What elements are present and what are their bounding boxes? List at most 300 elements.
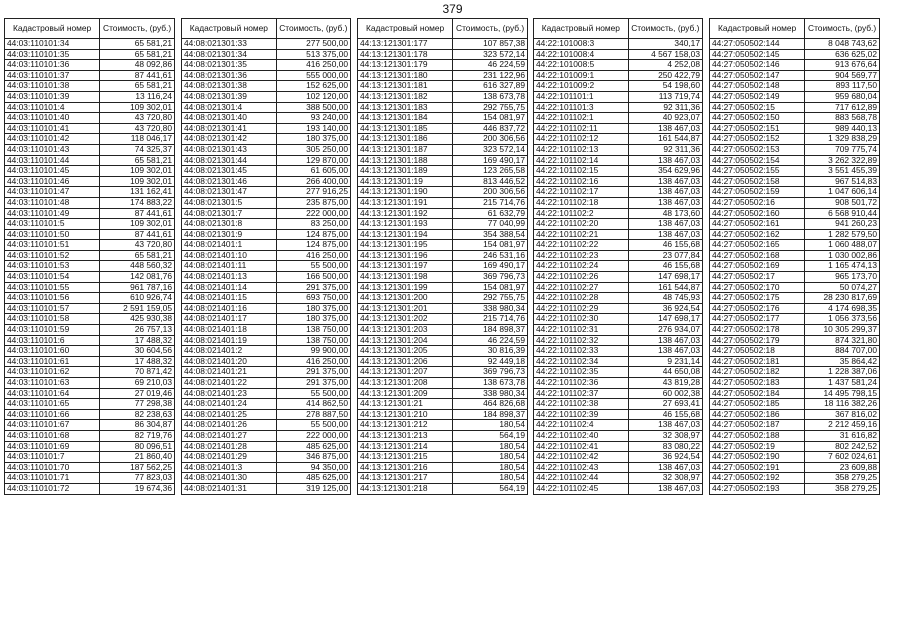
cost-cell: 222 000,00 — [276, 430, 350, 441]
table-row — [5, 208, 175, 219]
cadastral-number-cell: 44:13:121301:198 — [358, 272, 453, 283]
cadastral-number-cell: 44:13:121301:202 — [358, 314, 453, 325]
cost-cell: 709 775,74 — [805, 144, 880, 155]
table-row — [5, 134, 175, 145]
table-row — [182, 462, 351, 473]
table-row — [182, 187, 351, 198]
cadastral-number-cell: 44:22:101102:30 — [534, 314, 629, 325]
cadastral-number-cell: 44:08:021401:30 — [182, 473, 277, 484]
cost-cell: 513 375,00 — [276, 49, 350, 60]
table-row — [5, 430, 175, 441]
cadastral-number-cell: 44:08:021301:34 — [182, 49, 277, 60]
cost-cell: 154 081,97 — [453, 240, 528, 251]
cost-cell: 180,54 — [453, 452, 528, 463]
cost-cell: 200 306,56 — [453, 187, 528, 198]
cadastral-number-cell: 44:03:110101:65 — [5, 399, 100, 410]
cadastral-number-cell: 44:08:021301:42 — [182, 134, 277, 145]
cadastral-number-cell: 44:27:050502:184 — [710, 388, 805, 399]
table-row — [5, 81, 175, 92]
table-row — [182, 70, 351, 81]
table-row — [710, 60, 880, 71]
table-row — [182, 430, 351, 441]
cadastral-number-cell: 44:03:110101:55 — [5, 282, 100, 293]
cost-cell: 193 140,00 — [276, 123, 350, 134]
cost-cell: 448 560,32 — [100, 261, 175, 272]
cost-cell: 21 860,40 — [100, 452, 175, 463]
cost-cell: 180,54 — [453, 462, 528, 473]
cost-cell: 1 228 387,06 — [805, 367, 880, 378]
table-row — [182, 378, 351, 389]
cadastral-number-cell: 44:08:021401:29 — [182, 452, 277, 463]
cost-cell: 485 625,00 — [276, 473, 350, 484]
table-row — [358, 430, 528, 441]
cadastral-number-cell: 44:13:121301:216 — [358, 462, 453, 473]
table-row — [710, 229, 880, 240]
cadastral-number-cell: 44:27:050502:193 — [710, 483, 805, 494]
table-row — [358, 399, 528, 410]
cost-cell: 802 242,52 — [805, 441, 880, 452]
cadastral-number-cell: 44:13:121301:193 — [358, 219, 453, 230]
table-row — [5, 346, 175, 357]
cadastral-number-cell: 44:13:121301:208 — [358, 378, 453, 389]
cadastral-number-cell: 44:13:121301:210 — [358, 409, 453, 420]
cost-cell: 61 605,00 — [276, 166, 350, 177]
cost-cell: 65 581,21 — [100, 81, 175, 92]
cadastral-number-cell: 44:27:050502:177 — [710, 314, 805, 325]
cost-cell: 107 857,38 — [453, 39, 528, 50]
table-row — [182, 144, 351, 155]
cadastral-number-cell: 44:22:101102:31 — [534, 325, 629, 336]
cost-cell: 36 924,54 — [628, 303, 702, 314]
table-row — [182, 346, 351, 357]
cost-cell: 1 030 002,86 — [805, 250, 880, 261]
table-row — [534, 123, 703, 134]
cost-cell: 43 720,80 — [100, 123, 175, 134]
cadastral-number-cell: 44:27:050502:183 — [710, 378, 805, 389]
cost-cell: 92 311,36 — [628, 102, 702, 113]
cost-cell: 13 116,24 — [100, 91, 175, 102]
table-row — [5, 176, 175, 187]
cadastral-number-cell: 44:03:110101:57 — [5, 303, 100, 314]
table-row — [358, 420, 528, 431]
cost-cell: 77 040,99 — [453, 219, 528, 230]
cost-cell: 65 581,21 — [100, 49, 175, 60]
cost-cell: 414 862,50 — [276, 399, 350, 410]
cost-cell: 231 122,96 — [453, 70, 528, 81]
cost-cell: 174 883,22 — [100, 197, 175, 208]
table-row — [5, 187, 175, 198]
cost-cell: 94 350,00 — [276, 462, 350, 473]
cost-cell: 1 047 606,14 — [805, 187, 880, 198]
table-row — [358, 250, 528, 261]
table-row — [534, 49, 703, 60]
cost-cell: 180 375,00 — [276, 314, 350, 325]
cadastral-number-cell: 44:22:101102:40 — [534, 430, 629, 441]
table-row — [5, 483, 175, 494]
cost-cell: 23 077,84 — [628, 250, 702, 261]
table-row — [5, 144, 175, 155]
cadastral-number-cell: 44:22:101102:21 — [534, 229, 629, 240]
table-row — [534, 91, 703, 102]
table-row — [5, 229, 175, 240]
cadastral-number-cell: 44:03:110101:71 — [5, 473, 100, 484]
cost-cell: 138 750,00 — [276, 325, 350, 336]
table-row — [710, 430, 880, 441]
table-row — [5, 272, 175, 283]
cadastral-number-cell: 44:03:110101:41 — [5, 123, 100, 134]
cadastral-number-cell: 44:22:101102:22 — [534, 240, 629, 251]
table-row — [534, 356, 703, 367]
cost-cell: 358 279,25 — [805, 483, 880, 494]
cadastral-number-cell: 44:27:050502:188 — [710, 430, 805, 441]
cost-cell: 693 750,00 — [276, 293, 350, 304]
table-row — [5, 314, 175, 325]
cadastral-table-5 — [709, 18, 880, 495]
table-row — [710, 356, 880, 367]
cost-cell: 92 449,18 — [453, 356, 528, 367]
cadastral-number-cell: 44:22:101102:12 — [534, 134, 629, 145]
header-cadastral-number: Кадастровый номер — [358, 19, 453, 39]
cadastral-number-cell: 44:03:110101:45 — [5, 166, 100, 177]
cost-cell: 292 755,75 — [453, 102, 528, 113]
cost-cell: 989 440,13 — [805, 123, 880, 134]
table-row — [534, 388, 703, 399]
table-row — [5, 462, 175, 473]
cost-cell: 87 441,61 — [100, 208, 175, 219]
cost-cell: 113 719,74 — [628, 91, 702, 102]
cadastral-number-cell: 44:27:050502:187 — [710, 420, 805, 431]
cost-cell: 180 375,00 — [276, 303, 350, 314]
table-row — [358, 197, 528, 208]
cadastral-number-cell: 44:08:021301:8 — [182, 219, 277, 230]
cadastral-number-cell: 44:27:050502:175 — [710, 293, 805, 304]
table-row — [358, 102, 528, 113]
table-row — [5, 261, 175, 272]
table-row — [182, 483, 351, 494]
cost-cell: 46 224,59 — [453, 335, 528, 346]
cadastral-number-cell: 44:13:121301:218 — [358, 483, 453, 494]
table-row — [710, 176, 880, 187]
table-row — [358, 473, 528, 484]
table-row — [534, 293, 703, 304]
table-row — [358, 123, 528, 134]
cadastral-table-2 — [181, 18, 351, 495]
cost-cell: 138 673,78 — [453, 91, 528, 102]
cost-cell: 416 250,00 — [276, 250, 350, 261]
cadastral-number-cell: 44:22:101009:2 — [534, 81, 629, 92]
table-row — [358, 240, 528, 251]
cadastral-number-cell: 44:08:021401:16 — [182, 303, 277, 314]
table-row — [182, 441, 351, 452]
table-row — [182, 123, 351, 134]
table-row — [534, 261, 703, 272]
table-row — [534, 335, 703, 346]
cost-cell: 142 081,76 — [100, 272, 175, 283]
table-row — [710, 144, 880, 155]
cadastral-number-cell: 44:22:101008:3 — [534, 39, 629, 50]
cadastral-number-cell: 44:22:101101:1 — [534, 91, 629, 102]
table-row — [534, 102, 703, 113]
table-row — [358, 60, 528, 71]
cost-cell: 36 924,54 — [628, 452, 702, 463]
cost-cell: 564,19 — [453, 430, 528, 441]
cadastral-number-cell: 44:27:050502:169 — [710, 261, 805, 272]
table-row — [710, 378, 880, 389]
cadastral-number-cell: 44:27:050502:179 — [710, 335, 805, 346]
cadastral-number-cell: 44:27:050502:176 — [710, 303, 805, 314]
table-row — [182, 399, 351, 410]
cadastral-number-cell: 44:27:050502:161 — [710, 219, 805, 230]
table-row — [182, 155, 351, 166]
cadastral-number-cell: 44:27:050502:148 — [710, 81, 805, 92]
cadastral-number-cell: 44:22:101102:39 — [534, 409, 629, 420]
table-row — [534, 430, 703, 441]
table-row — [534, 378, 703, 389]
table-row — [182, 293, 351, 304]
cost-cell: 305 250,00 — [276, 144, 350, 155]
cadastral-number-cell: 44:27:050502:190 — [710, 452, 805, 463]
cost-cell: 354 629,96 — [628, 166, 702, 177]
cost-cell: 82 719,76 — [100, 430, 175, 441]
cadastral-number-cell: 44:22:101102:38 — [534, 399, 629, 410]
cost-cell: 291 375,00 — [276, 378, 350, 389]
header-cadastral-number: Кадастровый номер — [534, 19, 629, 39]
table-row — [358, 483, 528, 494]
cost-cell: 138 467,03 — [628, 219, 702, 230]
table-row — [710, 70, 880, 81]
table-row — [534, 197, 703, 208]
table-row — [5, 420, 175, 431]
cadastral-number-cell: 44:08:021401:27 — [182, 430, 277, 441]
cadastral-number-cell: 44:13:121301:179 — [358, 60, 453, 71]
cost-cell: 388 500,00 — [276, 102, 350, 113]
table-row — [710, 409, 880, 420]
cost-cell: 93 240,00 — [276, 113, 350, 124]
cadastral-number-cell: 44:13:121301:185 — [358, 123, 453, 134]
cadastral-number-cell: 44:13:121301:199 — [358, 282, 453, 293]
cadastral-number-cell: 44:13:121301:197 — [358, 261, 453, 272]
cost-cell: 913 676,64 — [805, 60, 880, 71]
table-row — [358, 388, 528, 399]
cost-cell: 369 796,73 — [453, 367, 528, 378]
header-cost: Стоимость, (руб.) — [100, 19, 175, 39]
cost-cell: 464 826,68 — [453, 399, 528, 410]
table-row — [358, 229, 528, 240]
cost-cell: 961 787,16 — [100, 282, 175, 293]
cost-cell: 46 155,68 — [628, 409, 702, 420]
table-row — [710, 325, 880, 336]
cadastral-number-cell: 44:08:021401:31 — [182, 483, 277, 494]
table-row — [534, 325, 703, 336]
table-row — [182, 229, 351, 240]
cost-cell: 8 048 743,62 — [805, 39, 880, 50]
table-row — [182, 356, 351, 367]
cost-cell: 43 819,28 — [628, 378, 702, 389]
cost-cell: 48 092,86 — [100, 60, 175, 71]
table-row — [534, 420, 703, 431]
table-row — [710, 399, 880, 410]
cost-cell: 1 437 581,24 — [805, 378, 880, 389]
cost-cell: 80 096,51 — [100, 441, 175, 452]
table-row — [358, 70, 528, 81]
cost-cell: 26 757,13 — [100, 325, 175, 336]
table-row — [534, 240, 703, 251]
table-row — [534, 483, 703, 494]
cost-cell: 65 581,21 — [100, 250, 175, 261]
cost-cell: 187 562,25 — [100, 462, 175, 473]
table-row — [710, 293, 880, 304]
cadastral-number-cell: 44:27:050502:153 — [710, 144, 805, 155]
cadastral-number-cell: 44:13:121301:209 — [358, 388, 453, 399]
cadastral-number-cell: 44:03:110101:62 — [5, 367, 100, 378]
table-row — [710, 219, 880, 230]
header-cost: Стоимость, (руб.) — [805, 19, 880, 39]
cadastral-number-cell: 44:08:021301:36 — [182, 70, 277, 81]
header-cadastral-number: Кадастровый номер — [182, 19, 277, 39]
table-row — [710, 91, 880, 102]
table-row — [710, 441, 880, 452]
cadastral-number-cell: 44:03:110101:63 — [5, 378, 100, 389]
table-row — [5, 409, 175, 420]
header-cost: Стоимость, (руб.) — [453, 19, 528, 39]
cadastral-number-cell: 44:13:121301:177 — [358, 39, 453, 50]
cost-cell: 291 375,00 — [276, 282, 350, 293]
table-row — [710, 282, 880, 293]
cost-cell: 636 625,02 — [805, 49, 880, 60]
table-row — [534, 282, 703, 293]
cost-cell: 18 116 382,26 — [805, 399, 880, 410]
table-row — [358, 261, 528, 272]
cost-cell: 338 980,34 — [453, 303, 528, 314]
page-number: 379 — [442, 2, 463, 16]
cost-cell: 138 673,78 — [453, 378, 528, 389]
cadastral-number-cell: 44:27:050502:158 — [710, 176, 805, 187]
header-cadastral-number: Кадастровый номер — [710, 19, 805, 39]
cost-cell: 266 400,00 — [276, 176, 350, 187]
table-row — [182, 60, 351, 71]
cadastral-number-cell: 44:13:121301:196 — [358, 250, 453, 261]
cost-cell: 367 816,02 — [805, 409, 880, 420]
cost-cell: 19 674,36 — [100, 483, 175, 494]
cost-cell: 138 467,03 — [628, 176, 702, 187]
cost-cell: 138 467,03 — [628, 462, 702, 473]
cadastral-number-cell: 44:08:021301:5 — [182, 197, 277, 208]
cadastral-number-cell: 44:03:110101:5 — [5, 219, 100, 230]
cost-cell: 138 467,03 — [628, 483, 702, 494]
cost-cell: 564,19 — [453, 483, 528, 494]
table-row — [534, 399, 703, 410]
table-row — [710, 240, 880, 251]
cadastral-number-cell: 44:22:101102:14 — [534, 155, 629, 166]
cadastral-number-cell: 44:27:050502:165 — [710, 240, 805, 251]
table-row — [5, 303, 175, 314]
cadastral-number-cell: 44:27:050502:154 — [710, 155, 805, 166]
cadastral-number-cell: 44:08:021401:23 — [182, 388, 277, 399]
cost-cell: 87 441,61 — [100, 229, 175, 240]
cadastral-number-cell: 44:03:110101:66 — [5, 409, 100, 420]
table-row — [358, 409, 528, 420]
table-row — [358, 303, 528, 314]
cost-cell: 6 568 910,44 — [805, 208, 880, 219]
cost-cell: 161 544,87 — [628, 134, 702, 145]
table-row — [182, 39, 351, 50]
cost-cell: 109 302,01 — [100, 102, 175, 113]
table-row — [358, 367, 528, 378]
header-cost: Стоимость, (руб.) — [276, 19, 350, 39]
cadastral-number-cell: 44:13:121301:213 — [358, 430, 453, 441]
cost-cell: 161 544,87 — [628, 282, 702, 293]
table-row — [358, 39, 528, 50]
cadastral-number-cell: 44:13:121301:200 — [358, 293, 453, 304]
table-row — [534, 229, 703, 240]
cost-cell: 180,54 — [453, 441, 528, 452]
cadastral-number-cell: 44:13:121301:21 — [358, 399, 453, 410]
table-row — [182, 325, 351, 336]
cost-cell: 180,54 — [453, 420, 528, 431]
table-row — [5, 452, 175, 463]
table-row — [182, 197, 351, 208]
cadastral-number-cell: 44:27:050502:181 — [710, 356, 805, 367]
table-row — [710, 473, 880, 484]
table-row — [710, 166, 880, 177]
cadastral-number-cell: 44:08:021301:33 — [182, 39, 277, 50]
cadastral-number-cell: 44:27:050502:192 — [710, 473, 805, 484]
cadastral-number-cell: 44:22:101102:42 — [534, 452, 629, 463]
table-row — [534, 219, 703, 230]
cadastral-number-cell: 44:03:110101:37 — [5, 70, 100, 81]
cadastral-number-cell: 44:13:121301:182 — [358, 91, 453, 102]
table-row — [534, 367, 703, 378]
cadastral-number-cell: 44:13:121301:201 — [358, 303, 453, 314]
cadastral-number-cell: 44:27:050502:152 — [710, 134, 805, 145]
cadastral-number-cell: 44:13:121301:187 — [358, 144, 453, 155]
table-row — [534, 70, 703, 81]
cadastral-number-cell: 44:03:110101:70 — [5, 462, 100, 473]
cost-cell: 32 308,97 — [628, 473, 702, 484]
cadastral-table-4 — [533, 18, 703, 495]
cost-cell: 180 375,00 — [276, 134, 350, 145]
cadastral-number-cell: 44:03:110101:38 — [5, 81, 100, 92]
table-row — [534, 303, 703, 314]
cost-cell: 14 495 798,15 — [805, 388, 880, 399]
table-row — [182, 367, 351, 378]
cost-cell: 215 714,76 — [453, 197, 528, 208]
cost-cell: 46 224,59 — [453, 60, 528, 71]
table-row — [5, 335, 175, 346]
cadastral-number-cell: 44:13:121301:190 — [358, 187, 453, 198]
cadastral-number-cell: 44:08:021301:35 — [182, 60, 277, 71]
table-row — [710, 452, 880, 463]
cost-cell: 276 934,07 — [628, 325, 702, 336]
table-row — [182, 420, 351, 431]
cadastral-number-cell: 44:22:101102:35 — [534, 367, 629, 378]
table-row — [358, 113, 528, 124]
cadastral-number-cell: 44:13:121301:189 — [358, 166, 453, 177]
table-row — [5, 378, 175, 389]
cost-cell: 169 490,17 — [453, 155, 528, 166]
table-row — [5, 102, 175, 113]
cadastral-number-cell: 44:08:021301:44 — [182, 155, 277, 166]
table-row — [5, 113, 175, 124]
cadastral-number-cell: 44:27:050502:182 — [710, 367, 805, 378]
cadastral-number-cell: 44:08:021401:2 — [182, 346, 277, 357]
cadastral-number-cell: 44:22:101102:32 — [534, 335, 629, 346]
cost-cell: 43 720,80 — [100, 240, 175, 251]
table-row — [534, 346, 703, 357]
cadastral-number-cell: 44:08:021401:13 — [182, 272, 277, 283]
cadastral-number-cell: 44:27:050502:18 — [710, 346, 805, 357]
cadastral-number-cell: 44:27:050502:168 — [710, 250, 805, 261]
